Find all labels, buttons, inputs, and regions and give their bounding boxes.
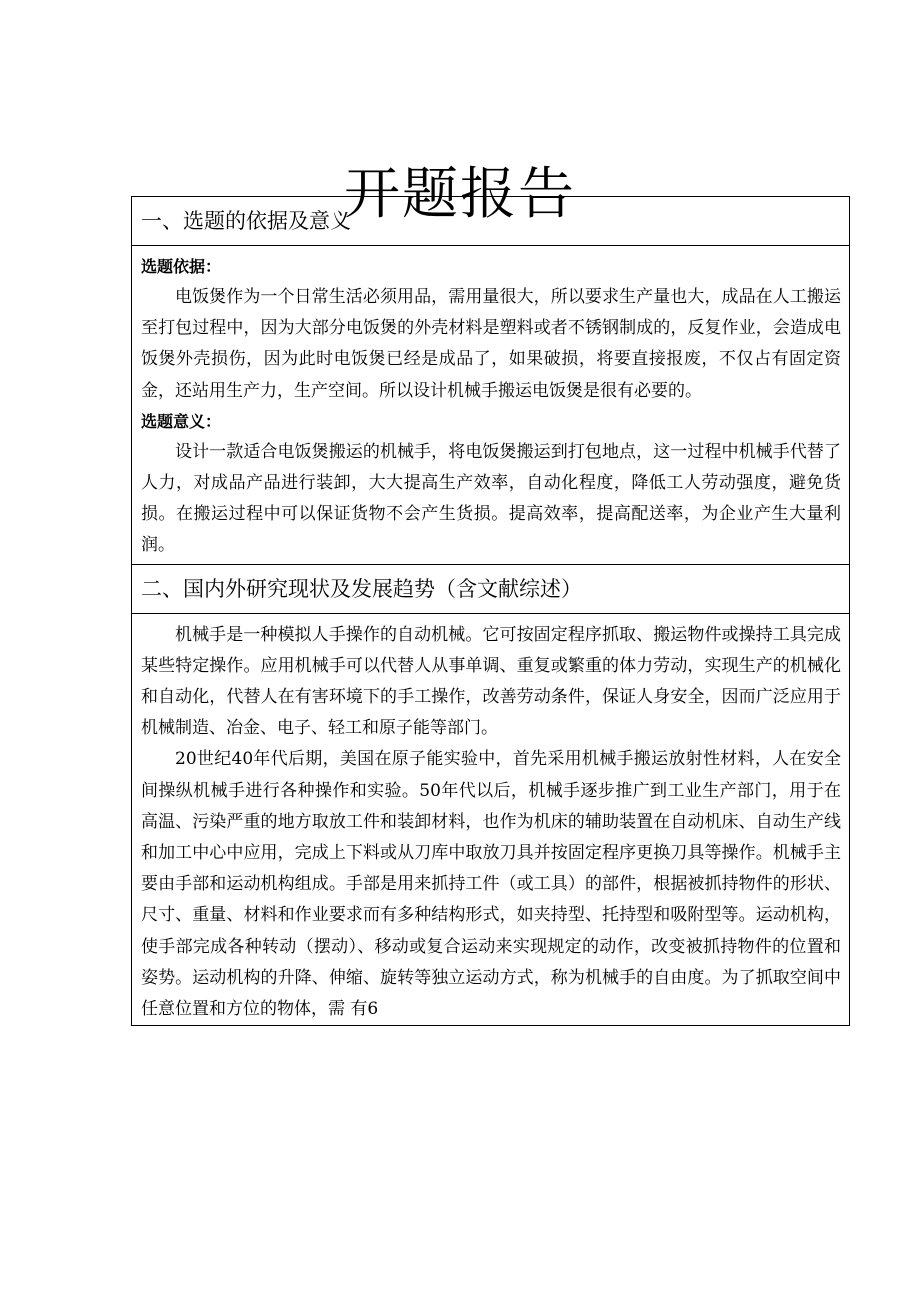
section2-heading: 二、国内外研究现状及发展趋势（含文献综述） xyxy=(132,565,849,614)
basis-paragraph: 电饭煲作为一个日常生活必须用品，需用量很大，所以要求生产量也大，成品在人工搬运至打包过程中，因为大部分电饭煲的外壳材料是塑料或者不锈钢制成的，反复作业，会造成电饭煲外壳损伤，因为此时电饭煲已经是成品了，如果破损，将要直接报废，不仅占有固定资金，还站用生产力，生产空间。所以设计机械手搬运电饭煲是很有必要的。 xyxy=(141,287,841,401)
section2-body xyxy=(132,614,849,1026)
meaning-paragraph: 设计一款适合电饭煲搬运的机械手，将电饭煲搬运到打包地点，这一过程中机械手代替了人力，对成品产品进行装卸，大大提高生产效率，自动化程度，降低工人劳动强度，避免货损。在搬运过程中可以保证货物不会产生货损。提高效率，提高配送率，为企业产生大量利润。 xyxy=(141,441,841,556)
section1-body xyxy=(132,246,849,565)
section2-paragraph-1: 机械手是一种模拟人手操作的自动机械。它可按固定程序抓取、搬运物件或操持工具完成某些特定操作。应用机械手可以代替人从事单调、重复或繁重的体力劳动，实现生产的机械化和自动化，代替人在有害环境下的手工操作，改善劳动条件，保证人身安全，因而广泛应用于机械制造、冶金、电子、轻工和原子能等部门。 xyxy=(141,624,841,739)
basis-label: 选题依据： xyxy=(141,257,222,276)
section1-heading: 一、选题的依据及意义 xyxy=(132,197,849,246)
meaning-label: 选题意义： xyxy=(141,411,222,431)
page-title: 开题报告 xyxy=(344,161,576,227)
section2-paragraph-2: 20世纪40年代后期，美国在原子能实验中，首先采用机械手搬运放射性材料，人在安全间操纵机械手进行各种操作和实验。50年代以后，机械手逐步推广到工业生产部门，用于在高温、污染严重的地方取放工件和装卸材料，也作为机床的辅助装置在自动机床、自动生产线和加工中心中应用，完成上下料或从刀库中取放刀具并按固定程序更换刀具等操作。机械手主要由手部和运动机构组成。手部是用来抓持工件（或工具）的部件，根据被抓持物件的形状、尺寸、重量、材料和作业要求而有多种结构形式，如夹持型、托持型和吸附型等。运动机构，使手部完成各种转动（摆动）、移动或复合运动来实现规定的动作，改变被抓持物件的位置和姿势。运动机构的升降、伸缩、旋转等独立运动方式，称为机械手的自由度。为了抓取空间中任意位置和方位的物体，需 有6 xyxy=(141,749,841,1020)
report-table xyxy=(131,196,850,1026)
